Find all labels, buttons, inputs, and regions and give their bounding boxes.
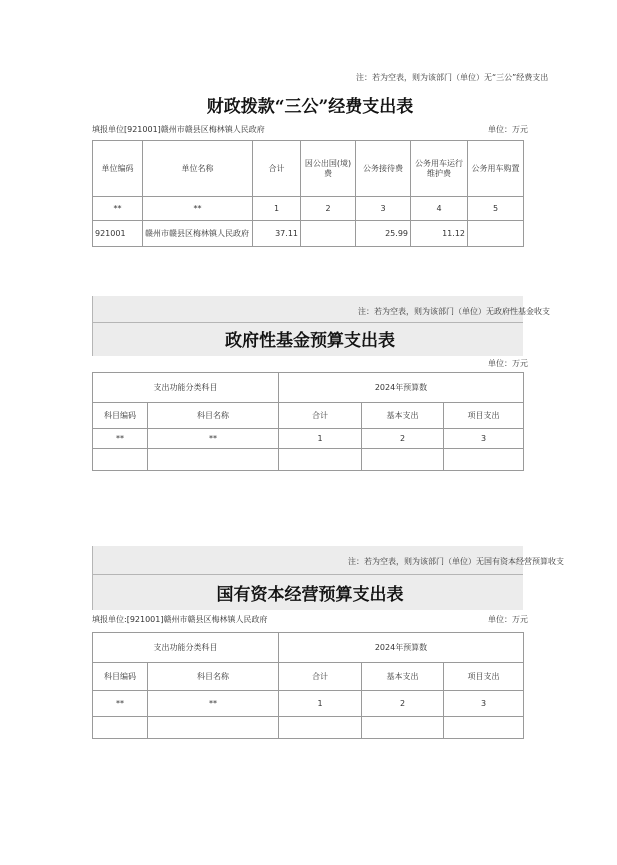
table-cell [444,717,524,739]
table-cell [279,449,362,471]
header-cell: 单位名称 [143,141,253,197]
section1-note: 注：若为空表，则为该部门（单位）无“三公”经费支出 [356,73,549,82]
table-cell: 3 [444,429,524,449]
table-cell: 3 [356,197,411,221]
header-cell: 科目编码 [93,403,148,429]
table-row [93,717,524,739]
table-cell: 1 [279,429,362,449]
table-cell: 2 [362,429,444,449]
header-cell: 项目支出 [444,663,524,691]
section3-note: 注：若为空表，则为该部门（单位）无国有资本经营预算收支 [348,557,564,566]
header-cell: 项目支出 [444,403,524,429]
group-header-cell: 2024年预算数 [279,633,524,663]
header-cell: 合计 [279,663,362,691]
table-row [93,221,524,247]
table-group-header-row [93,373,524,403]
header-cell: 单位编码 [93,141,143,197]
table-row [93,449,524,471]
table-cell: ** [93,197,143,221]
table-cell: 2 [301,197,356,221]
table-cell [148,449,279,471]
table-cell: ** [143,197,253,221]
header-cell: 公务接待费 [356,141,411,197]
section3-unit-label: 填报单位:[921001]赣州市赣县区梅林镇人民政府 [92,615,268,624]
table-cell [301,221,356,247]
section3-currency: 单位：万元 [488,615,528,624]
section2-title: 政府性基金预算支出表 [225,331,395,351]
section2-table [92,372,524,471]
header-cell: 公务用车购置 [468,141,524,197]
header-cell: 基本支出 [362,403,444,429]
section3-title: 国有资本经营预算支出表 [216,585,404,605]
table-cell: 25.99 [356,221,411,247]
table-row [93,691,524,717]
divider [92,574,523,575]
table-cell: 赣州市赣县区梅林镇人民政府 [143,221,253,247]
table-cell: ** [148,691,279,717]
header-cell: 科目名称 [148,403,279,429]
table-cell: 4 [411,197,468,221]
table-cell [362,717,444,739]
divider [92,546,93,610]
header-cell: 合计 [279,403,362,429]
header-cell: 基本支出 [362,663,444,691]
divider [92,322,523,323]
section2-note: 注：若为空表，则为该部门（单位）无政府性基金收支 [358,307,550,316]
table-cell: ** [93,691,148,717]
table-cell: 11.12 [411,221,468,247]
table-cell: 1 [253,197,301,221]
table-header-row [93,403,524,429]
table-cell: 37.11 [253,221,301,247]
table-cell: ** [93,429,148,449]
section1-unit-label: 填报单位[921001]赣州市赣县区梅林镇人民政府 [92,125,265,134]
table-cell [444,449,524,471]
table-row [93,429,524,449]
table-cell: 5 [468,197,524,221]
table-cell: ** [148,429,279,449]
header-cell: 科目编码 [93,663,148,691]
table-cell: 1 [279,691,362,717]
table-row [93,197,524,221]
group-header-cell: 支出功能分类科目 [93,633,279,663]
section1-table [92,140,524,247]
table-header-row [93,663,524,691]
table-cell [468,221,524,247]
table-cell: 3 [444,691,524,717]
table-cell: 921001 [93,221,143,247]
table-cell: 2 [362,691,444,717]
header-cell: 科目名称 [148,663,279,691]
table-cell [93,717,148,739]
header-cell: 合计 [253,141,301,197]
table-header-row [93,141,524,197]
divider [92,296,93,356]
table-group-header-row [93,633,524,663]
section1-currency: 单位：万元 [488,125,528,134]
header-cell: 因公出国(境)费 [301,141,356,197]
group-header-cell: 支出功能分类科目 [93,373,279,403]
table-cell [93,449,148,471]
section1-title: 财政拨款“三公”经费支出表 [206,97,414,117]
group-header-cell: 2024年预算数 [279,373,524,403]
header-cell: 公务用车运行维护费 [411,141,468,197]
section3-table [92,632,524,739]
section2-currency: 单位：万元 [488,359,528,368]
table-cell [148,717,279,739]
table-cell [362,449,444,471]
table-cell [279,717,362,739]
